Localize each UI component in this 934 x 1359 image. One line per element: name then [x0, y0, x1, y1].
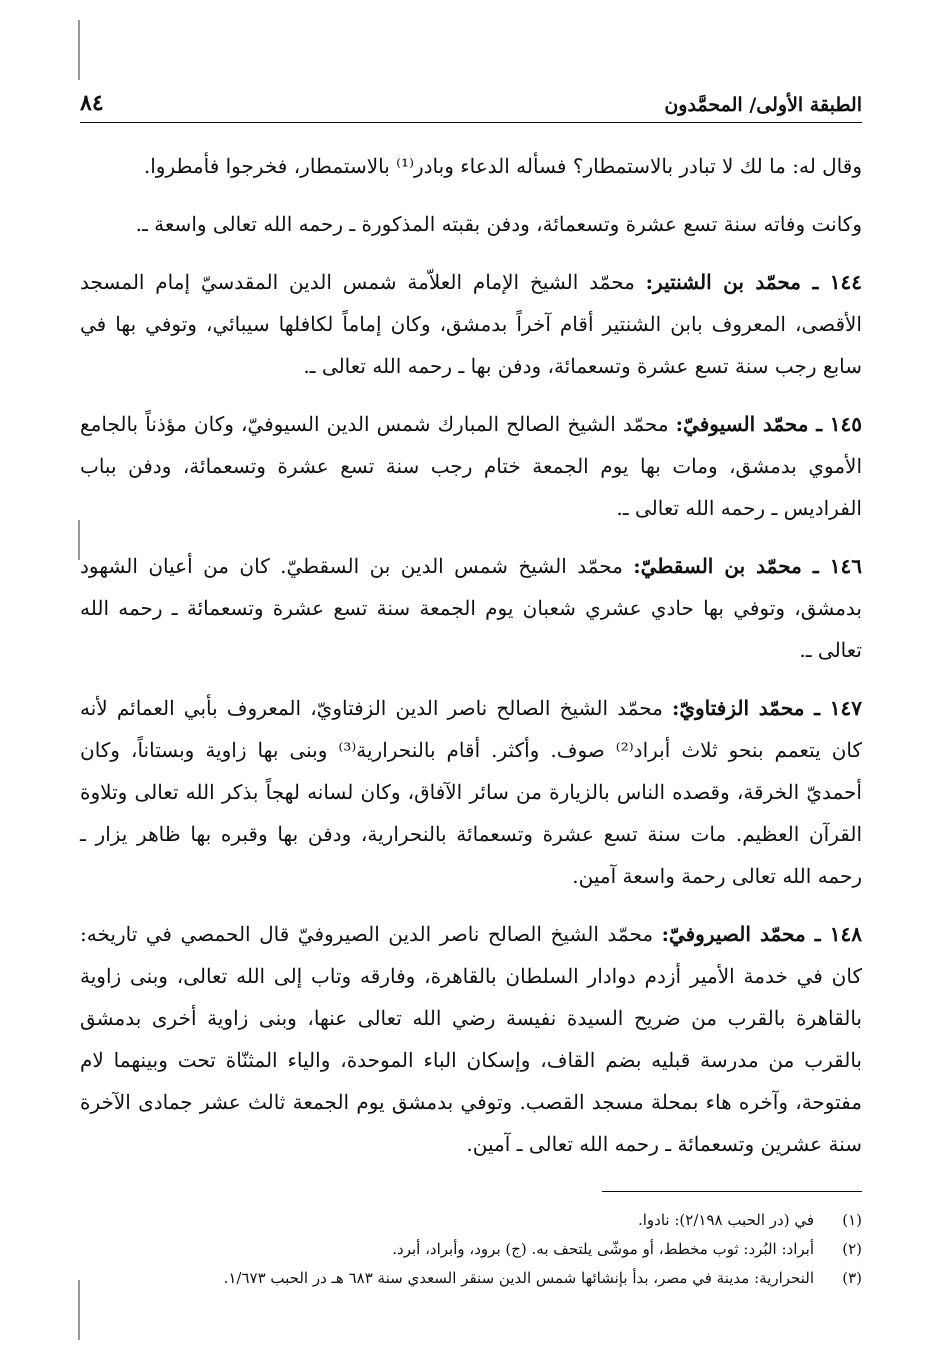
paragraph-text: وقال له: ما لك لا تبادر بالاستمطار؟ فسأله الدعاء وبادر⁽¹⁾ بالاستمطار، فخرجوا فأمطروا. — [143, 154, 862, 178]
entry-text: محمّد الشيخ الصالح ناصر الدين الزفتاويّ، المعروف بأبي العمائم لأنه كان يتعمم بنحو ثلاث أبراد⁽²⁾ صوف. وأكثر. أقام بالنحرارية⁽³⁾ وبنى بها زاوية وبستاناً، وكان أحمديّ الخرقة، وقصده الناس بالزيارة من سائر الآفاق، وكان لسانه لهجاً بذكر الله تعالى وتلاوة القرآن العظيم. مات سنة تسع عشرة وتسعمائة بالنحرارية، ودفن بها وقبره بها ظاهر يزار ـ رحمه الله تعالى رحمة واسعة آمين. — [80, 696, 863, 888]
footnote — [80, 1235, 862, 1264]
entry-text: محمّد الشيخ شمس الدين بن السقطيّ. كان من أعيان الشهود بدمشق، وتوفي بها حادي عشري شعبان يوم الجمعة سنة تسع عشرة وتسعمائة ـ رحمه الله تعالى ـ. — [80, 554, 862, 662]
entry-heading: ١٤٧ ـ محمّد الزفتاويّ: — [671, 696, 862, 720]
scan-mark — [78, 1280, 80, 1340]
footnote-text: النحرارية: مدينة في مصر، بدأ بإنشائها شمس الدين سنقر السعدي سنة ٦٨٣ هـ در الحبب ١/٦٧٣. — [223, 1269, 814, 1287]
footnote-divider — [602, 1191, 862, 1192]
entry-heading: ١٤٨ ـ محمّد الصيروفيّ: — [661, 922, 862, 946]
paragraph — [80, 145, 862, 187]
footnotes — [80, 1206, 862, 1293]
entry-148 — [80, 913, 862, 1165]
footnote — [80, 1264, 862, 1293]
footnote-text: في (در الحبب ٢/١٩٨): نادوا. — [638, 1211, 814, 1229]
entry-text: محمّد الشيخ الصالح المبارك شمس الدين السيوفيّ، وكان مؤذناً بالجامع الأموي بدمشق، ومات بها يوم الجمعة ختام رجب سنة تسع عشرة وتسعمائة، ودفن بباب الفراديس ـ رحمه الله تعالى ـ. — [80, 412, 862, 520]
footnote — [80, 1206, 862, 1235]
footnote-number: (٣) — [842, 1269, 862, 1287]
entry-146 — [80, 545, 862, 671]
page-header — [80, 86, 862, 123]
entry-text: محمّد الشيخ الإمام العلاّمة شمس الدين المقدسيّ إمام المسجد الأقصى، المعروف بابن الشنتير أقام آخراً بدمشق، وكان إماماً لكافلها سيبائي، وتوفي بها في سابع رجب سنة تسع عشرة وتسعمائة، ودفن بها ـ رحمه الله تعالى ـ. — [80, 270, 862, 378]
entry-144 — [80, 261, 862, 387]
page-body — [80, 145, 862, 1165]
paragraph — [80, 203, 862, 245]
entry-text: محمّد الشيخ الصالح ناصر الدين الصيروفيّ قال الحمصي في تاريخه: كان في خدمة الأمير أزدم دوادار السلطان بالقاهرة، وفارقه وتاب إلى الله تعالى، وبنى زاوية بالقاهرة بالقرب من ضريح السيدة نفيسة رضي الله تعالى عنها، وبنى زاوية أخرى بدمشق بالقرب من مدرسة قبليه بضم القاف، وإسكان الباء الموحدة، والياء المثنّاة تحت وبينهما لام مفتوحة، وآخره هاء بمحلة مسجد القصب. وتوفي بدمشق يوم الجمعة ثالث عشر جمادى الآخرة سنة عشرين وتسعمائة ـ رحمه الله تعالى ـ آمين. — [80, 922, 862, 1156]
entry-heading: ١٤٦ ـ محمّد بن السقطيّ: — [633, 554, 862, 578]
entry-heading: ١٤٥ ـ محمّد السيوفيّ: — [675, 412, 863, 436]
scan-mark — [78, 520, 80, 560]
entry-heading: ١٤٤ ـ محمّد بن الشنتير: — [645, 270, 862, 294]
page-number: ٨٤ — [80, 90, 104, 116]
entry-147 — [80, 687, 862, 897]
book-page — [80, 86, 862, 1293]
paragraph-text: وكانت وفاته سنة تسع عشرة وتسعمائة، ودفن بقبته المذكورة ـ رحمه الله تعالى واسعة ـ. — [135, 212, 862, 236]
footnote-number: (١) — [842, 1211, 862, 1229]
footnote-text: أبراد: البُرد: ثوب مخطط، أو موشّى يلتحف به. (ج) برود، وأبراد، أبرد. — [392, 1240, 814, 1258]
scan-mark — [78, 20, 80, 80]
footnote-number: (٢) — [842, 1240, 862, 1258]
running-title: الطبقة الأولى/ المحمَّدون — [664, 94, 862, 116]
entry-145 — [80, 403, 862, 529]
